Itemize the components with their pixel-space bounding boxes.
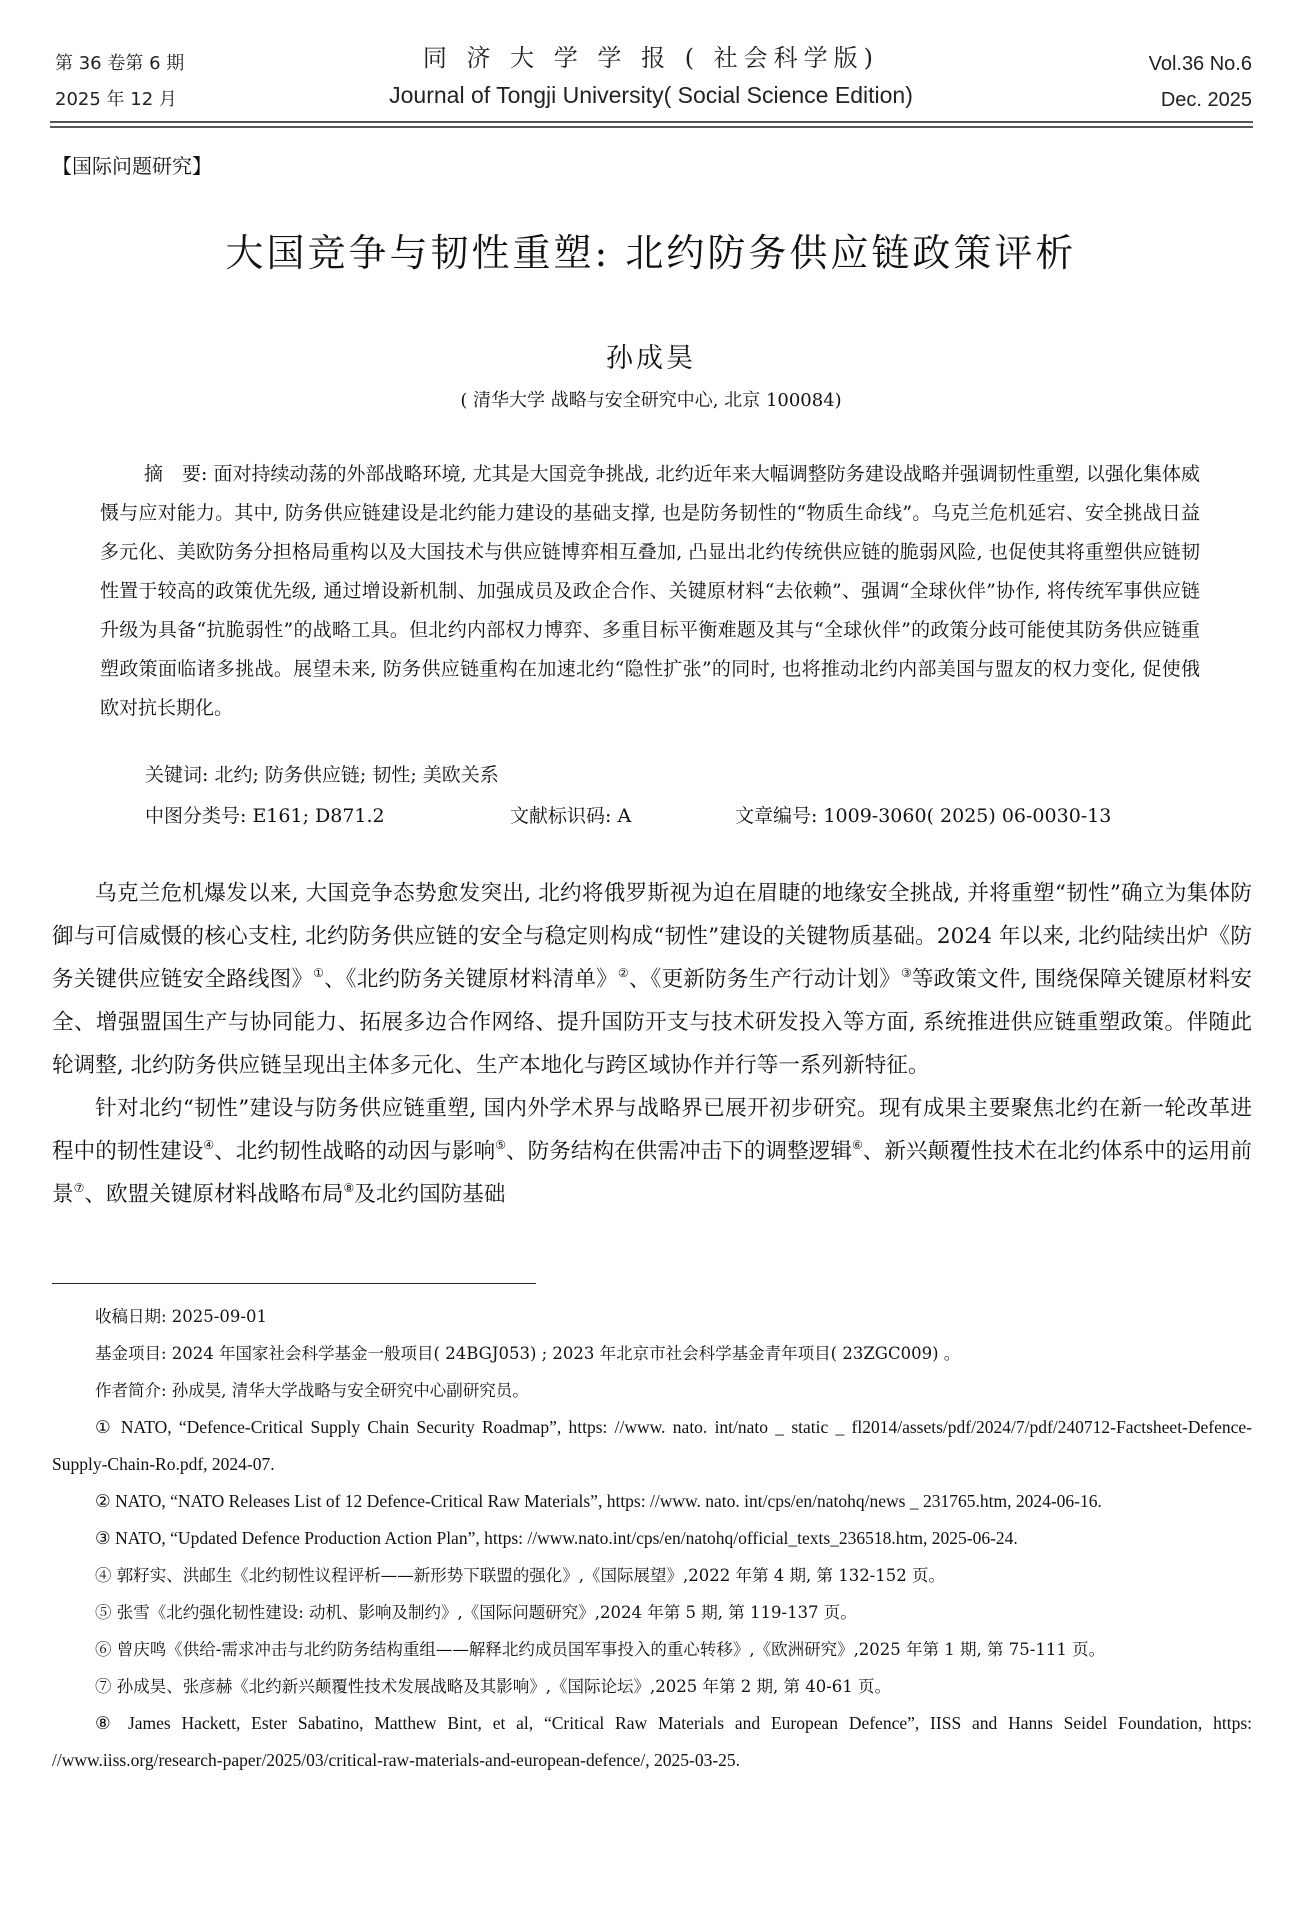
abstract-label: 摘 要: [144,463,208,485]
column-label: 【国际问题研究】 [52,154,212,178]
abstract [100,455,1200,728]
text-run: 、防务结构在供需冲击下的调整逻辑 [506,1139,852,1164]
footnote-ref[interactable]: ② [617,966,629,980]
body-text [52,872,1252,1216]
footnote-ref[interactable]: ④ [203,1138,215,1152]
fund-info: 基金项目: 2024 年国家社会科学基金一般项目( 24BGJ053) ; 2023 年北京市社会科学基金青年项目( 23ZGC009) 。 [95,1344,961,1363]
text-run: 乌克兰危机爆发以来, 大国竞争态势愈发突出, 北约将俄罗斯视为迫在眉睫的地缘安全挑战, 并将重塑“韧性”确立为集体防御与可信威慑的核心支柱, 北约防务供应链的安全与稳定则构成“韧性”建设的关键物质基础。2024 年以来, 北约陆续出炉《防务关键供应链安全路线图》 [52,881,1252,992]
document-code: 文献标识码: A [510,805,632,827]
volume-issue-cn: 第 36 卷第 6 期 [55,53,185,74]
text-run: 、《北约防务关键原材料清单》 [324,967,618,992]
journal-title-en: Journal of Tongji University( Social Science Edition) [389,82,913,108]
date-cn: 2025 年 12 月 [55,89,177,110]
body-paragraph [52,872,1252,1087]
keywords: 关键词: 北约; 防务供应链; 韧性; 美欧关系 [145,764,499,786]
footnote-ref[interactable]: ⑥ [852,1138,863,1152]
text-run: 等政策文件, 围绕保障关键原材料安全、增强盟国生产与协同能力、拓展多边合作网络、提升国防开支与技术研发投入等方面, 系统推进供应链重塑政策。伴随此轮调整, 北约防务供应链呈现出主体多元化、生产本地化与跨区域协作并行等一系列新特征。 [52,967,1253,1078]
text-run: 针对北约“韧性”建设与防务供应链重塑, 国内外学术界与战略界已展开初步研究。现有成果主要聚焦北约在新一轮改革进程中的韧性建设 [52,1096,1252,1164]
received-date: 收稿日期: 2025-09-01 [95,1307,267,1326]
footnote-item: ⑤ 张雪《北约强化韧性建设: 动机、影响及制约》,《国际问题研究》,2024 年第 5 期, 第 119-137 页。 [95,1603,857,1622]
header-center [0,40,1302,114]
text-run: 、欧盟关键原材料战略布局 [84,1182,344,1207]
footnote-item: ⑦ 孙成昊、张彦赫《北约新兴颠覆性技术发展战略及其影响》,《国际论坛》,2025 年第 2 期, 第 40-61 页。 [95,1677,892,1696]
footnote-item: ③ NATO, “Updated Defence Production Action Plan”, https: //www.nato.int/cps/en/natohq/official_texts_236518.htm, 2025-06-24. [95,1528,1018,1548]
footnote-separator [52,1283,536,1284]
date-en: Dec. 2025 [1160,89,1252,111]
author-affiliation: ( 清华大学 战略与安全研究中心, 北京 100084) [460,390,842,411]
text-run: 、北约韧性战略的动因与影响 [214,1139,496,1164]
footnote-item: ② NATO, “NATO Releases List of 12 Defence-Critical Raw Materials”, https: //www. nato. int/cps/en/natohq/news _ 231765.htm, 2024-06-16. [95,1491,1102,1511]
footnote-ref[interactable]: ⑤ [495,1138,507,1152]
author-bio: 作者简介: 孙成昊, 清华大学战略与安全研究中心副研究员。 [95,1381,529,1400]
journal-title-cn: 同 济 大 学 学 报 ( 社会科学版) [422,44,880,72]
author-name: 孙成昊 [606,343,696,374]
footnotes [52,1298,1252,1779]
body-paragraph [52,1087,1252,1216]
header-rule-bottom [50,126,1253,128]
text-run: 及北约国防基础 [354,1182,506,1207]
abstract-text: 面对持续动荡的外部战略环境, 尤其是大国竞争挑战, 北约近年来大幅调整防务建设战略并强调韧性重塑, 以强化集体威慑与应对能力。其中, 防务供应链建设是北约能力建设的基础支撑, 也是防务韧性的“物质生命线”。乌克兰危机延宕、安全挑战日益多元化、美欧防务分担格局重构以及大国技术与供应链博弈相互叠加, 凸显出北约传统供应链的脆弱风险, 也促使其将重塑供应链韧性置于较高的政策优先级, 通过增设新机制、加强成员及政企合作、关键原材料“去依赖”、强调“全球伙伴”协作, 将传统军事供应链升级为具备“抗脆弱性”的战略工具。但北约内部权力博弈、多重目标平衡难题及其与“全球伙伴”的政策分歧可能使其防务供应链重塑政策面临诸多挑战。展望未来, 防务供应链重构在加速北约“隐性扩张”的同时, 也将推动北约内部美国与盟友的权力变化, 促使俄欧对抗长期化。 [100,463,1200,719]
footnote-ref[interactable]: ⑦ [73,1181,85,1195]
article-number: 文章编号: 1009-3060( 2025) 06-0030-13 [735,805,1112,827]
header-right [1149,46,1252,118]
footnote-item: ① NATO, “Defence-Critical Supply Chain Security Roadmap”, https: //www. nato. int/nato _ static _ fl2014/assets/pdf/2024/7/pdf/240712-Factsheet-Defence-Supply-Chain-Ro.pdf, 2024-07. [52,1417,1252,1474]
volume-issue-en: Vol.36 No.6 [1148,53,1252,75]
clc-number: 中图分类号: E161; D871.2 [145,805,385,827]
text-run: 、新兴颠覆性技术在北约体系中的运用前景 [52,1139,1252,1207]
article-title: 大国竞争与韧性重塑: 北约防务供应链政策评析 [225,231,1077,275]
footnote-item: ④ 郭籽实、洪邮生《北约韧性议程评析——新形势下联盟的强化》,《国际展望》,2022 年第 4 期, 第 132-152 页。 [95,1566,945,1585]
footnote-item: ⑧ James Hackett, Ester Sabatino, Matthew Bint, et al, “Critical Raw Materials and European Defence”, IISS and Hanns Seidel Foundation, https: //www.iiss.org/research-paper/2025/03/critical-raw-materials-and-european-defence/, 2025-03-25. [52,1713,1252,1770]
header-rule-top [50,121,1253,123]
text-run: 、《更新防务生产行动计划》 [628,967,901,992]
footnote-ref[interactable]: ③ [900,966,912,980]
footnote-ref[interactable]: ① [313,966,325,980]
classification-line [145,801,1205,828]
footnote-ref[interactable]: ⑧ [343,1181,355,1195]
footnote-item: ⑥ 曾庆鸣《供给-需求冲击与北约防务结构重组——解释北约成员国军事投入的重心转移》,《欧洲研究》,2025 年第 1 期, 第 75-111 页。 [95,1640,1106,1659]
